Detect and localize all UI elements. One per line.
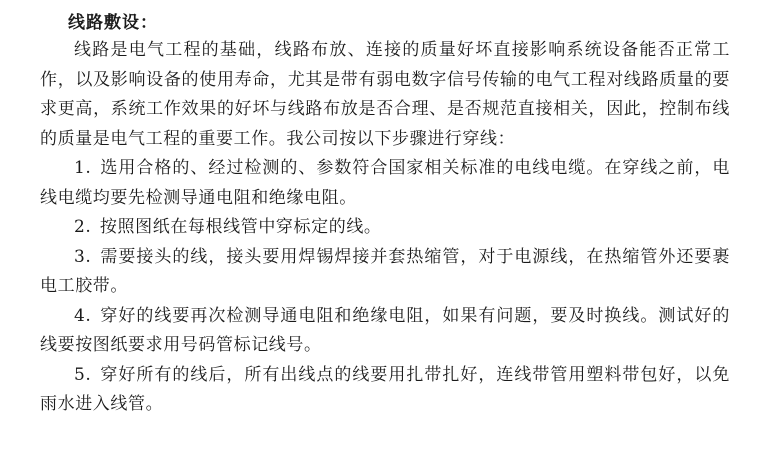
step-number: 5. — [74, 364, 92, 385]
step-number: 3. — [74, 246, 92, 267]
step-item-4 — [40, 302, 730, 361]
step-text: 按照图纸在每根线管中穿标定的线。 — [99, 217, 382, 237]
section-heading: 线路敷设： — [68, 13, 158, 33]
step-item-1 — [40, 154, 730, 213]
step-number: 2. — [74, 217, 92, 237]
step-item-2 — [40, 213, 730, 243]
step-text: 穿好所有的线后，所有出线点的线要用扎带扎好，连线带管用塑料带包好，以免雨水进入线管。 — [40, 364, 730, 414]
step-item-3 — [40, 243, 730, 302]
step-text: 选用合格的、经过检测的、参数符合国家相关标准的电线电缆。在穿线之前，电线电缆均要先检测导通电阻和绝缘电阻。 — [40, 158, 730, 208]
step-text: 需要接头的线，接头要用焊锡焊接并套热缩管，对于电源线，在热缩管外还要裹电工胶带。 — [40, 246, 730, 296]
step-number: 1. — [74, 158, 92, 178]
document-body — [40, 10, 730, 420]
step-number: 4. — [74, 305, 92, 326]
step-item-5 — [40, 361, 730, 420]
step-text: 穿好的线要再次检测导通电阻和绝缘电阻，如果有问题，要及时换线。测试好的线要按图纸要求用号码管标记线号。 — [40, 305, 730, 355]
intro-paragraph: 线路是电气工程的基础，线路布放、连接的质量好坏直接影响系统设备能否正常工作，以及影响设备的使用寿命，尤其是带有弱电数字信号传输的电气工程对线路质量的要求更高，系统工作效果的好坏与线路布放是否合理、是否规范直接相关，因此，控制布线的质量是电气工程的重要工作。我公司按以下步骤进行穿线： — [40, 40, 730, 149]
